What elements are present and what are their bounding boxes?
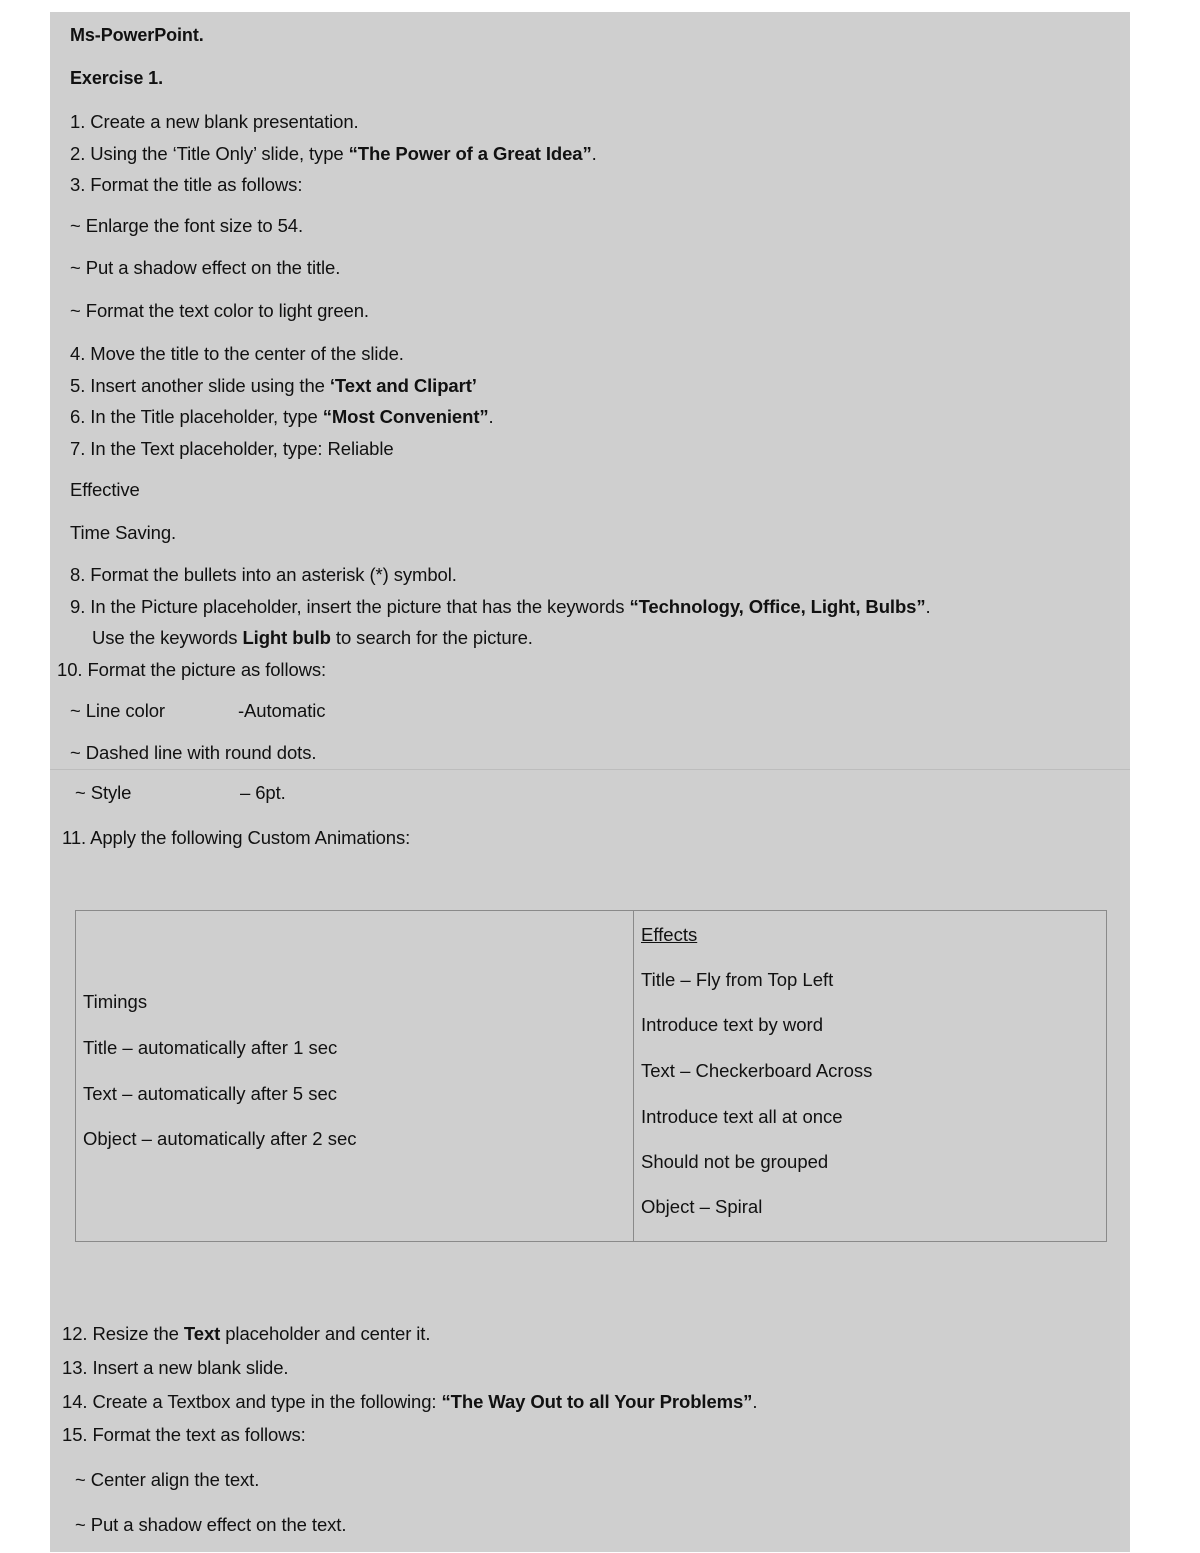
picture-format-style: ~ Style bbox=[75, 782, 132, 803]
step-9-continuation bbox=[92, 627, 533, 649]
step-bold-text: “The Power of a Great Idea” bbox=[348, 143, 592, 164]
step-number: 4. bbox=[70, 343, 86, 364]
step-bold-text: “Most Convenient” bbox=[322, 406, 489, 427]
picture-format-line-color bbox=[70, 700, 165, 722]
step-10 bbox=[57, 659, 326, 681]
step-12 bbox=[62, 1323, 430, 1345]
effect-item: Title – Fly from Top Left bbox=[641, 969, 834, 990]
step-number: 2. bbox=[70, 143, 86, 164]
page-divider bbox=[50, 769, 1130, 770]
format-label: ~ Line color bbox=[70, 700, 165, 721]
text-format-item: ~ Put a shadow effect on the text. bbox=[75, 1514, 347, 1535]
step-bold-text: Text bbox=[183, 1323, 221, 1344]
effect-item: Introduce text all at once bbox=[641, 1106, 843, 1127]
step-7 bbox=[70, 438, 394, 460]
exercise-heading: Exercise 1. bbox=[70, 68, 163, 88]
effect-item: Should not be grouped bbox=[641, 1151, 829, 1172]
step-text-end: . bbox=[488, 406, 494, 427]
step-6 bbox=[70, 406, 494, 428]
step-number: 8. bbox=[70, 564, 86, 585]
step-number: 10. bbox=[57, 659, 83, 680]
step-number: 5. bbox=[70, 375, 86, 396]
step-text: Format the text as follows: bbox=[92, 1424, 306, 1445]
step-number: 15. bbox=[62, 1424, 88, 1445]
step-text: In the Picture placeholder, insert the picture that has the keywords bbox=[90, 596, 630, 617]
title-format-item: ~ Put a shadow effect on the title. bbox=[70, 257, 341, 278]
step-text-end: . bbox=[591, 143, 597, 164]
step-5 bbox=[70, 375, 477, 397]
step-14 bbox=[62, 1391, 757, 1413]
step-13 bbox=[62, 1357, 288, 1379]
picture-format-line-color-value: -Automatic bbox=[238, 700, 326, 721]
step-text: In the Text placeholder, type: Reliable bbox=[90, 438, 394, 459]
document-page bbox=[50, 12, 1130, 1552]
step-bold-text: ‘Text and Clipart’ bbox=[329, 375, 477, 396]
step-text: Move the title to the center of the slide. bbox=[90, 343, 404, 364]
step-2 bbox=[70, 143, 597, 165]
step-text: Insert a new blank slide. bbox=[92, 1357, 289, 1378]
step-number: 1. bbox=[70, 111, 86, 132]
step-text: Format the picture as follows: bbox=[87, 659, 327, 680]
step-text: Format the bullets into an asterisk (*) symbol. bbox=[90, 564, 457, 585]
step-bold-text: Light bulb bbox=[242, 627, 331, 648]
step-text: In the Title placeholder, type bbox=[90, 406, 323, 427]
timing-item: Object – automatically after 2 sec bbox=[83, 1128, 357, 1149]
text-item: Time Saving. bbox=[70, 522, 177, 543]
effect-item: Introduce text by word bbox=[641, 1014, 824, 1035]
timings-header: Timings bbox=[83, 991, 148, 1012]
step-9 bbox=[70, 596, 931, 618]
step-text-end: . bbox=[925, 596, 931, 617]
timings-cell bbox=[76, 911, 634, 1242]
step-number: 11. bbox=[62, 827, 87, 848]
document-title: Ms-PowerPoint. bbox=[70, 25, 204, 45]
effect-item: Text – Checkerboard Across bbox=[641, 1060, 873, 1081]
step-number: 3. bbox=[70, 174, 86, 195]
step-15 bbox=[62, 1424, 306, 1446]
step-number: 9. bbox=[70, 596, 86, 617]
effects-header: Effects bbox=[641, 924, 698, 945]
step-number: 13. bbox=[62, 1357, 88, 1378]
step-text: Insert another slide using the bbox=[90, 375, 330, 396]
timing-item: Text – automatically after 5 sec bbox=[83, 1083, 337, 1104]
title-format-item: ~ Enlarge the font size to 54. bbox=[70, 215, 304, 236]
title-format-item: ~ Format the text color to light green. bbox=[70, 300, 369, 321]
step-number: 14. bbox=[62, 1391, 88, 1412]
step-bold-text: “The Way Out to all Your Problems” bbox=[441, 1391, 753, 1412]
timing-item: Title – automatically after 1 sec bbox=[83, 1037, 338, 1058]
effect-item: Object – Spiral bbox=[641, 1196, 763, 1217]
step-1 bbox=[70, 111, 359, 133]
step-4 bbox=[70, 343, 404, 365]
picture-format-style-value: – 6pt. bbox=[240, 782, 286, 803]
step-text-end: placeholder and center it. bbox=[220, 1323, 431, 1344]
step-text: Use the keywords bbox=[92, 627, 243, 648]
animations-table bbox=[75, 910, 1107, 1242]
step-3 bbox=[70, 174, 302, 196]
step-number: 7. bbox=[70, 438, 86, 459]
step-bold-text: “Technology, Office, Light, Bulbs” bbox=[629, 596, 926, 617]
step-text: Create a Textbox and type in the following: bbox=[92, 1391, 442, 1412]
effects-cell bbox=[634, 911, 1107, 1242]
step-8 bbox=[70, 564, 457, 586]
picture-format-dashed: ~ Dashed line with round dots. bbox=[70, 742, 317, 763]
step-text: Resize the bbox=[92, 1323, 184, 1344]
step-text: Using the ‘Title Only’ slide, type bbox=[90, 143, 349, 164]
step-number: 12. bbox=[62, 1323, 88, 1344]
text-item: Effective bbox=[70, 479, 140, 500]
step-number: 6. bbox=[70, 406, 86, 427]
step-text-end: to search for the picture. bbox=[330, 627, 533, 648]
step-11 bbox=[62, 827, 410, 849]
step-text: Format the title as follows: bbox=[90, 174, 303, 195]
step-text-end: . bbox=[752, 1391, 758, 1412]
text-format-item: ~ Center align the text. bbox=[75, 1469, 260, 1490]
step-text: Create a new blank presentation. bbox=[90, 111, 359, 132]
step-text: Apply the following Custom Animations: bbox=[90, 827, 411, 848]
